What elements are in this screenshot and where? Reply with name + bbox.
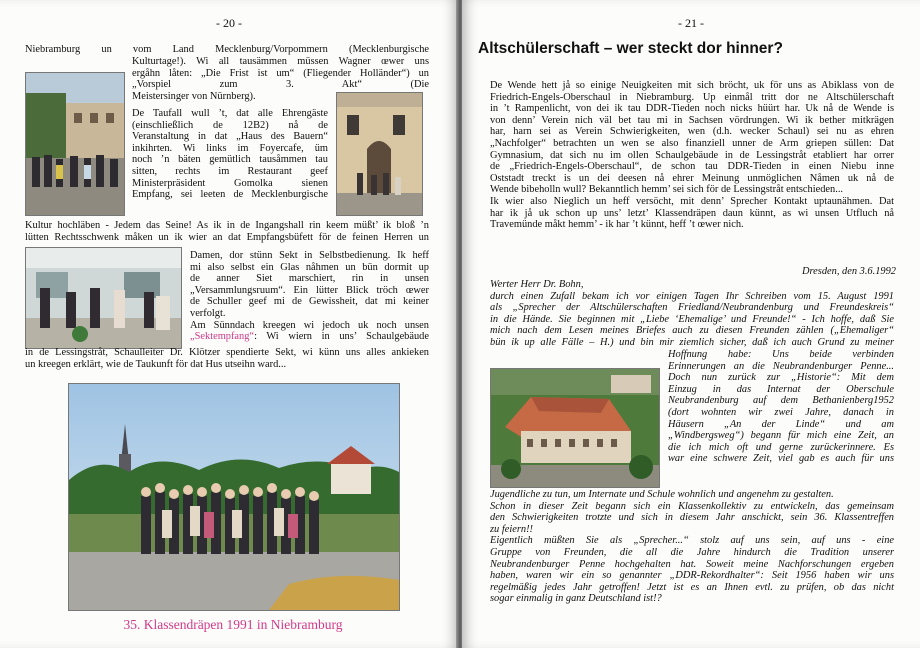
letter-column: Hoffnung habe: Uns beide verbinden Erinnerungen an die Neubrandenburger Penne... Doch nun zurück zur „Historie“: Mit dem Einzug in das Internat der Oberschule Neubrandenburg auf dem Bethanienberg1952 (dort wohnten wir zwei Jahre, danach in Häusern „An der Linde“ und am „Windbergsweg“) begann für mich eine Zeit, an die ich mich oft und gerne zurückerinnere. Es war eine schwere Zeit, viel gab es auch für uns (668, 349, 894, 465)
intro-lines: Kulturtage!). Wi all tausämmen müssen Wagner œwer uns ergåhn låten: „Die Frist ist um“ (Fliegender Holländer“) un „Vorspiel zum 3. Akt“ (Die Meistersinger von Nürnberg). (132, 56, 429, 102)
right-page (462, 0, 920, 648)
left-page (0, 0, 458, 648)
photo-aerial-school (490, 368, 660, 488)
letter-end: Jugendliche zu tun, um Internate und Schule wohnlich und angenehm zu gestalten. Schon in dieser Zeit begann sich ein Klassenkollektiv zu entwickeln, das gemeinsam den Schwierigkeiten trotzte und sich in diesem Jahr anschickt, sein 36. Klassentreffen zu feiern!! Eigentlich müßten Sie als „Sprecher...“ stolz auf uns sein, auf uns - eine Gruppe von Freunden, die all die Jahre hindurch die Tradition unserer Neubrandenburger Penne hochgehalten hat. Soweit meine Nachforschungen ergeben haben, waren wir ein so genannter „DDR-Rekordhalter“: Seit 1956 haben wir uns regelmäßig jedes Jahr getroffen! Jetzt ist es an Ihnen evtl. zu prüfen, ob das nicht sogar einmalig in ganz Deutschland ist!? (490, 489, 894, 605)
photo-reception-room (25, 247, 182, 349)
photo-caption: 35. Klassendräpen 1991 in Niebramburg (123, 617, 343, 632)
photo-school-entrance (336, 92, 423, 216)
sekt-word: „Sektempfang“ (190, 331, 255, 343)
intro-line-0: Niebramburg un vom Land Mecklenburg/Vorpommern (Mecklenburgische (25, 44, 429, 55)
letter-intro: Werter Herr Dr. Bohn, durch einen Zufall bekam ich vor einigen Tagen Ihr Schreiben vom 15. August 1991 als „Sprecher der Altschülerschaften Friedland/Neubrandenburg und Freundeskreis“ in die Hände. Sie beginnen mit „Liebe ‘Ehemalige’ und Freunde!“ - Ich hoffe, daß Sie mich nach dem Lesen meines Briefes auch zu diesen Freunden zählen („Ehemaliger“ bün ik up alle Fälle – H.) und bin mir ziemlich sicher, daß ich auch Grund zu meiner (490, 279, 894, 348)
article-title: Altschülerschaft – wer steckt dor hinner? (478, 40, 783, 57)
letter-date: Dresden, den 3.6.1992 (802, 266, 896, 277)
photo-guests-outdoor (25, 72, 125, 216)
photo-class-reunion-group (68, 383, 400, 611)
mid-lines: De Taufall wull ’t, dat alle Ehrengäste (einschließlich de 12B2) nå de Veranstaltung in dat „Haus des Bauern“ inkihrten. Wi links im Foyercafe, üm noch ’n bäten gemütlich tausåmmen tau sitten, rechts im Restaurant geef Ministerpräsident Gomolka sienen Empfang, sei leeten de Mecklenburgische (132, 108, 328, 201)
page-number-20: - 20 - (216, 16, 242, 30)
right-col-lines: Damen, dor stünn Sekt in Selbstbedienung. Ik heff mi also selbst ein Glas nåhmen un bün dormit up de anner Siet marschiert, rin in unsen „Versammlungsruum“. Ein lütter Blick tröch œwer de Schuller geef mi de Gewissheit, dat mi keiner verfolgt. Am Sünndach kreegen wi jedoch uk noch unsen „Sektempfang“: Wi wiern in uns’ Schaulgebäude (190, 250, 429, 343)
page-number-21: - 21 - (678, 16, 704, 30)
wide-lines: Kultur hochläben - Jedem das Seine! As ik in de Ingangshall rin keem müßt’ ik bloß ’n lütten Rechtsschwenk måken un ik wier an dat Empfangsbüfett för de feinen Herren un (25, 220, 429, 243)
body-text: De Wende hett jå so einige Neuigkeiten mit sich bröcht, uk för uns as Abiklass von de Friedrich-Engels-Oberschaul in Niebramburg. Up einmål tritt dor ne Altschülerschaft in ’t Rampenlicht, von dei ik tau DDR-Tieden noch nicks hüürt har. Uk nå de Wende is von denn’ Verein nich väl bet tau mi in Sachsen vördrungen. Wi ik bether mitkrägen har, harn sei as Verein Schwierigkeiten, wen (d.h. wecker Schaul) sei nu as ehren „Nachfolger“ betrachten un wen se also finanziell unner de Arm griepen süllen: Dat Gymnasium, dat sich nu im ollen Schaulgebäude in de Lessingstråt etabliert har orrer de „Friedrich-Engels-Oberschaul“, de schon tau DDR-Tieden in einen Niebu inne Oststadt treckt is un dei deesen nå ehrer Meinung unmöglichen Nåmen uk nå de Wende bibeholln wull? Bekanntlich hemm’ sei sich för de Lessingstråt entschieden... Ik wier also Nieglich un heff versöcht, mit denn’ Sprecher Kontakt uptaunähmen. Dat har ik jå uk schon up uns’ letzt’ Klassendräpen daun künnt, as wi unsen Utfluch nå Travemünde måkt hemm’ - ik har ’t künnt, heff ’t œwer nich. (490, 80, 894, 231)
end-lines: in de Lessingstråt, Schaulleiter Dr. Klötzer spendierte Sekt, wi künn uns alles ankieken un kreegen erklärt, wie de Taukunft för dat Hus utseihn ward... (25, 347, 429, 370)
